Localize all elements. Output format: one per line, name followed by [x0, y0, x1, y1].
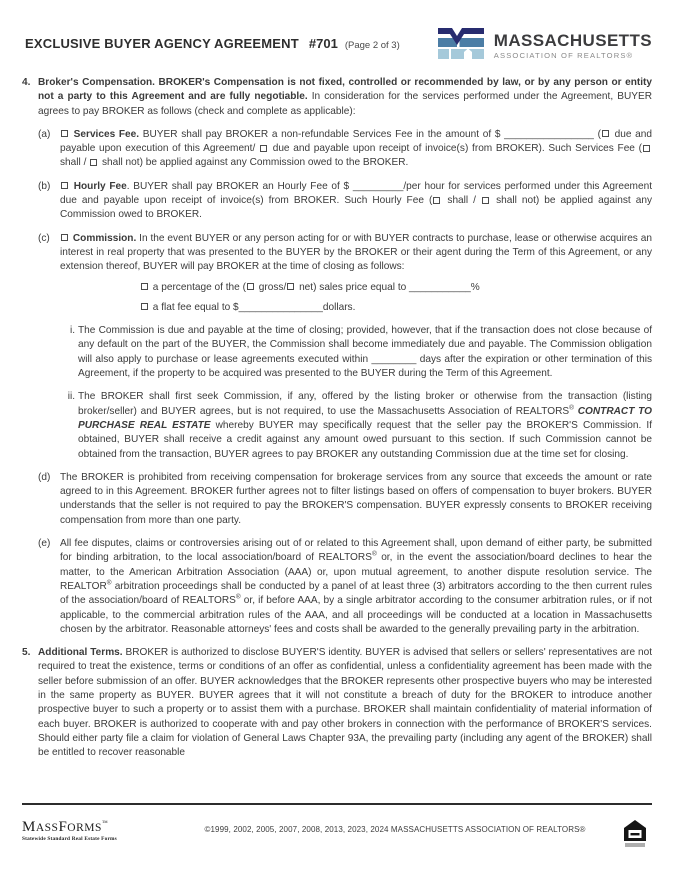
commission-options: [140, 281, 652, 316]
mar-logo-org: MASSACHUSETTS: [493, 30, 652, 50]
text-segment: Additional Terms.: [38, 647, 126, 659]
subitem-ii: [65, 390, 652, 461]
text-segment: whereby BUYER may specifically request that the seller pay the BROKER'S Commission. If obtained, BUYER shall receive a credit against any amount owed pursuant to this section. If such Commission cannot be obtained from the transaction, BUYER agrees to pay BROKER any outstanding Commission due at the time set for closing.: [78, 419, 652, 460]
equal-housing-icon: [623, 820, 647, 842]
page-header: [0, 0, 676, 64]
checkbox[interactable]: [141, 303, 148, 310]
checkbox[interactable]: [61, 130, 68, 137]
item-c-paragraph: [60, 232, 652, 275]
text-segment: BUYER shall pay BROKER a non-refundable Services Fee in the amount of $ ________________ (: [142, 128, 601, 140]
text-segment: ®: [569, 404, 574, 412]
mar-logo-text: [494, 31, 652, 60]
subitem-ii-text: [78, 390, 652, 461]
checkbox[interactable]: [90, 159, 97, 166]
text-segment: ®: [106, 579, 112, 587]
text-segment: shall /: [442, 195, 482, 207]
text-segment: a flat fee equal to $_______________dollars.: [150, 301, 356, 313]
text-segment: The BROKER is prohibited from receiving compensation for brokerage services from any source that exceeds the amount or rate agreed to in this Agreement. BROKER further agrees not to filter listings based on offers of compensation to buyer brokers. BUYER understands that the seller is not required to pay the BROKER'S compensation. BUYER expressly consents to BROKER receiving compensation from more than one party.: [60, 471, 652, 526]
page-footer: [22, 803, 652, 847]
item-d-text: [60, 471, 652, 528]
text-segment: All fee disputes, claims or controversies arising out of or related to this Agreement shall, upon demand of either party, be submitted for binding arbitration, to the local association/board of REALTORS: [60, 538, 652, 564]
text-segment: gross/: [255, 281, 287, 293]
massforms-logo: [22, 818, 172, 842]
section-4: [22, 76, 652, 637]
section-4-intro: [38, 76, 652, 119]
subitem-ii-label: ii.: [67, 391, 75, 403]
text-segment: shall not) be applied against any Commission owed to BROKER.: [60, 195, 652, 221]
massforms-letter: M: [22, 819, 36, 835]
trademark-symbol: ™: [101, 820, 109, 827]
item-e-text: [60, 537, 652, 637]
checkbox[interactable]: [260, 145, 267, 152]
item-b-label: (b): [38, 180, 51, 192]
text-segment: CONTRACT TO PURCHASE REAL ESTATE: [78, 405, 652, 431]
item-d: [38, 471, 652, 528]
option-percentage: [140, 281, 652, 295]
text-segment: The BROKER shall first seek Commission, if any, offered by the listing broker or otherwise from the transaction (listing broker/seller) and BUYER agrees, but is not required, to use the Massachusetts Association of REALTORS: [78, 391, 652, 417]
copyright-text: ©1999, 2002, 2005, 2007, 2008, 2013, 2023, 2024 MASSACHUSETTS ASSOCIATION OF REALTORS®: [204, 825, 586, 834]
mar-logo-sub: ASSOCIATION OF REALTORS®: [493, 50, 634, 60]
text-segment: ®: [371, 550, 377, 558]
page-title: EXCLUSIVE BUYER AGENCY AGREEMENT: [25, 36, 299, 51]
text-segment: net) sales price equal to ___________%: [296, 281, 480, 293]
massforms-letters: ASS: [35, 822, 59, 834]
mar-logo: [437, 26, 652, 64]
massforms-tagline: Statewide Standard Real Estate Forms: [22, 836, 117, 842]
document-body: [0, 64, 676, 760]
form-number: #701: [308, 36, 338, 51]
text-segment: arbitration proceedings shall be conducted by a panel of at least three (3) arbitrators according to the then current rules of the association/board of REALTORS: [60, 580, 652, 607]
text-segment: Commission.: [70, 232, 140, 244]
text-segment: The Commission is due and payable at the time of closing; provided, however, that if the transaction does not close because of any default on the part of the BUYER, the Commission shall become immediately due and payable. The Commission obligation will also apply to purchase or lease agreements executed within ________ days after the expiration or other termination of this Agreement, if the property to be acquired was presented to the BUYER during the Term of this Agreement.: [78, 325, 652, 380]
checkbox[interactable]: [61, 234, 68, 241]
text-segment: or, in the event the association/board declines to hear the matter, to the American Arbitration Association (AAA) or, upon mutual agreement, to another dispute resolution service. The REALTOR: [60, 552, 652, 592]
text-segment: due and payable upon receipt of invoice(s) from BROKER). Such Services Fee (: [269, 143, 642, 155]
section-5: [22, 646, 652, 760]
page-indicator: (Page 2 of 3): [344, 40, 400, 51]
text-segment: . BUYER shall pay BROKER an Hourly Fee of $ _________/per hour for services performed under this Agreement due and payable upon receipt of invoice(s) from BROKER. Such Hourly Fee (: [60, 180, 652, 207]
checkbox[interactable]: [433, 197, 440, 204]
text-segment: or, if before AAA, by a single arbitrator according to the consumer arbitration rules, or if not applicable, to the commercial arbitration rules of the AAA, and all proceedings will be conducted at a location in Massachusetts chosen by the arbitrator. Reasonable attorneys' fees and costs shall be awarded to the generally prevailing party in the arbitration.: [60, 595, 652, 635]
equal-housing-logo: [618, 818, 652, 847]
item-a: [38, 128, 652, 171]
text-segment: due and payable upon execution of this Agreement/: [60, 128, 652, 155]
text-segment: ®: [235, 593, 241, 601]
item-d-label: (d): [38, 471, 51, 483]
checkbox[interactable]: [482, 197, 489, 204]
massforms-letter: F: [58, 819, 68, 835]
subitem-i: [65, 324, 652, 381]
text-segment: a percentage of the (: [150, 281, 246, 293]
text-segment: Services Fee.: [70, 128, 143, 140]
text-segment: In consideration for the services performed under the Agreement, BUYER agrees to pay BROKER as follows (check and complete as applicable):: [38, 91, 652, 117]
checkbox[interactable]: [643, 145, 650, 152]
checkbox[interactable]: [61, 182, 68, 189]
item-c: [38, 232, 652, 462]
item-c-text: [60, 232, 652, 462]
item-b: [38, 180, 652, 223]
section-5-text: [38, 646, 652, 760]
item-a-text: [60, 128, 652, 171]
text-segment: BROKER is authorized to disclose BUYER'S identity. BUYER is advised that sellers or sellers' representatives are not required to treat the existence, terms or conditions of an offer as confidential, unless a confidentiality agreement has been made with the seller before submission of an offer. BUYER acknowledges that the BROKER represents other prospective buyers who may be interested in the same property as BUYER. BUYER agrees that it will not constitute a breach of duty for the BROKER to introduce another prospective buyer to such a property or to assist them with a purchase. BROKER shall maintain confidentiality of material information of each buyer. BROKER is authorized to cooperate with and pay other brokers in connection with the performance of BROKER'S services. Should either party file a claim for violation of General Laws Chapter 93A, the prevailing party (including any agent of the BROKER) shall be entitled to recover reasonable: [38, 647, 652, 759]
footer-row: [22, 805, 652, 847]
subitem-i-text: [78, 324, 652, 381]
text-segment: In the event BUYER or any person acting for or with BUYER contracts to purchase, lease or otherwise acquires an interest in real property that was presented to the BUYER by the BROKER or their agent during the Term of this Agreement, or any extension thereof, BUYER will pay BROKER at the time of closing as follows:: [60, 232, 652, 273]
title-line: [25, 35, 400, 53]
massforms-letters: ORMS: [67, 822, 102, 834]
item-b-text: [60, 180, 652, 223]
text-segment: Hourly Fee: [70, 180, 127, 192]
item-c-label: (c): [38, 232, 50, 244]
text-segment: shall not) be applied against any Commission owed to the BROKER.: [99, 157, 409, 169]
section-5-number: 5.: [22, 647, 31, 659]
checkbox[interactable]: [247, 283, 254, 290]
item-e-label: (e): [38, 538, 51, 550]
mar-logo-mark-icon: [437, 26, 485, 64]
text-segment: shall /: [60, 157, 90, 169]
item-e: [38, 537, 652, 637]
text-segment: Broker's Compensation. BROKER's Compensation is not fixed, controlled or recommended by law, or by any person or entity not a party to this Agreement and are fully negotiable.: [38, 77, 652, 103]
section-4-number: 4.: [22, 77, 31, 88]
option-flat-fee: [140, 301, 652, 315]
checkbox[interactable]: [287, 283, 294, 290]
section-4-body: [38, 76, 652, 637]
checkbox[interactable]: [602, 130, 609, 137]
item-a-label: (a): [38, 128, 51, 140]
subitem-i-label: i.: [69, 325, 75, 337]
equal-housing-caption: [625, 843, 645, 847]
massforms-wordmark: [22, 818, 172, 836]
checkbox[interactable]: [141, 283, 148, 290]
